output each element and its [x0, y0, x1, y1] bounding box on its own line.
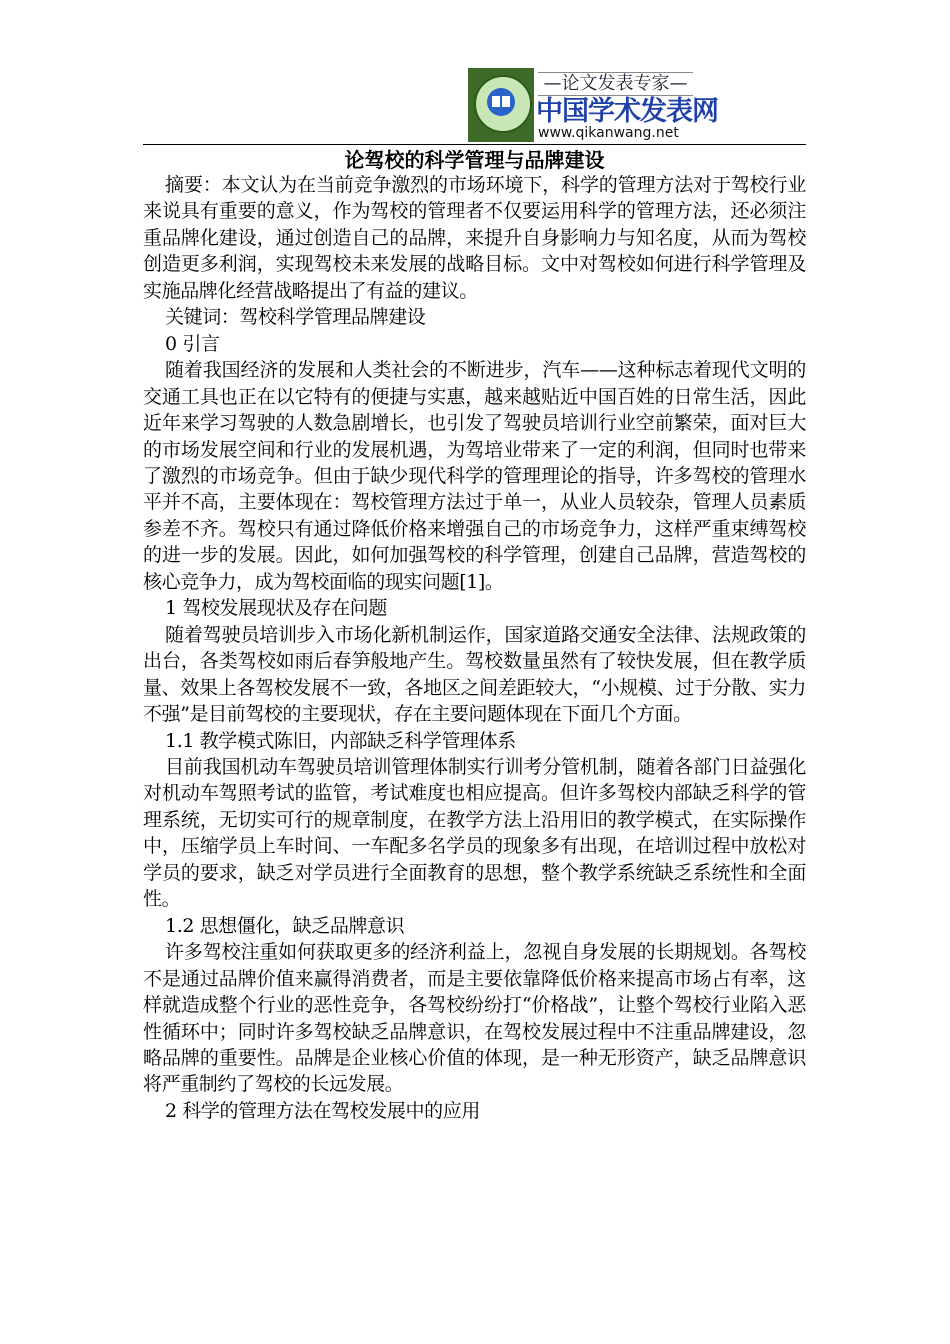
header-rule: [143, 144, 806, 145]
section-heading: 2 科学的管理方法在驾校发展中的应用: [165, 1099, 480, 1122]
body-paragraph: 许多驾校注重如何获取更多的经济利益上，忽视自身发展的长期规划。各驾校不是通过品牌价值来赢得消费者，而是主要依靠降低价格来提高市场占有率，这样就造成整个行业的恶性竞争，各驾校纷纷打“价格战”，让整个驾校行业陷入恶性循环中；同时许多驾校缺乏品牌意识，在驾校发展过程中不注重品牌建设，忽略品牌的重要性。品牌是企业核心价值的体现，是一种无形资产，缺乏品牌意识将严重制约了驾校的长远发展。: [143, 941, 806, 1096]
logo-name: 中国学术发表网: [536, 96, 718, 127]
book-icon: [492, 96, 510, 107]
article-body: [143, 172, 806, 1124]
emblem-icon: [468, 68, 534, 142]
logo-slogan: —论文发表专家—: [538, 72, 693, 96]
abstract-paragraph: 摘要：本文认为在当前竞争激烈的市场环境下，科学的管理方法对于驾校行业来说具有重要的意义，作为驾校的管理者不仅要运用科学的管理方法，还必须注重品牌化建设，通过创造自己的品牌，来提升自身影响力与知名度，从而为驾校创造更多利润，实现驾校未来发展的战略目标。文中对驾校如何进行科学管理及实施品牌化经营战略提出了有益的建议。: [143, 174, 806, 302]
body-paragraph: 随着我国经济的发展和人类社会的不断进步，汽车——这种标志着现代文明的交通工具也正在以它特有的便捷与实惠，越来越贴近中国百姓的日常生活，因此近年来学习驾驶的人数急剧增长，也引发了驾驶员培训行业空前繁荣，面对巨大的市场发展空间和行业的发展机遇，为驾培业带来了一定的利润，但同时也带来了激烈的市场竞争。但由于缺少现代科学的管理理论的指导，许多驾校的管理水平并不高，主要体现在：驾校管理方法过于单一，从业人员较杂，管理人员素质参差不齐。驾校只有通过降低价格来增强自己的市场竞争力，这样严重束缚驾校的进一步的发展。因此，如何加强驾校的科学管理，创建自己品牌，营造驾校的核心竞争力，成为驾校面临的现实问题[1]。: [143, 359, 806, 593]
body-paragraph: 随着驾驶员培训步入市场化新机制运作，国家道路交通安全法律、法规政策的出台，各类驾校如雨后春笋般地产生。驾校数量虽然有了较快发展，但在教学质量、效果上各驾校发展不一致，各地区之间差距较大，“小规模、过于分散、实力不强”是目前驾校的主要现状，存在主要问题体现在下面几个方面。: [143, 623, 806, 726]
logo-url: www.qikanwang.net: [538, 125, 679, 141]
article-title: 论驾校的科学管理与品牌建设: [344, 148, 605, 172]
section-heading: 1 驾校发展现状及存在问题: [165, 597, 387, 620]
site-logo: [468, 68, 718, 142]
section-heading: 0 引言: [165, 332, 220, 355]
subsection-heading: 1.1 教学模式陈旧，内部缺乏科学管理体系: [165, 729, 516, 752]
body-paragraph: 目前我国机动车驾驶员培训管理体制实行训考分管机制，随着各部门日益强化对机动车驾照考试的监管，考试难度也相应提高。但许多驾校内部缺乏科学的管理系统，无切实可行的规章制度，在教学方法上沿用旧的教学模式，在实际操作中，压缩学员上车时间、一车配多名学员的现象多有出现，在培训过程中放松对学员的要求，缺乏对学员进行全面教育的思想，整个教学系统缺乏系统性和全面性。: [143, 755, 806, 911]
keywords-paragraph: 关键词：驾校科学管理品牌建设: [165, 306, 426, 329]
subsection-heading: 1.2 思想僵化，缺乏品牌意识: [165, 914, 405, 937]
